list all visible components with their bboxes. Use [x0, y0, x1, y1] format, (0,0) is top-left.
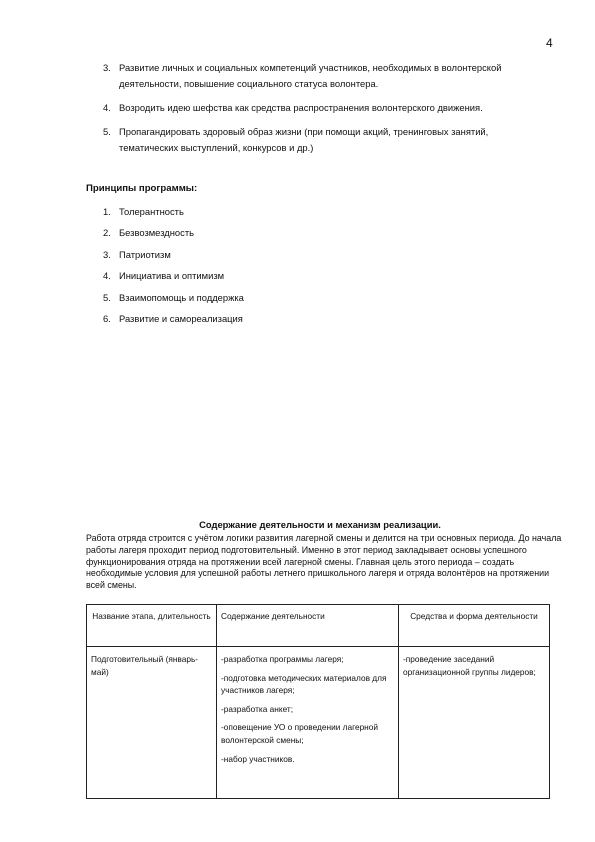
- list-item-text: Патриотизм: [119, 248, 171, 260]
- table-cell-stage: [87, 647, 217, 799]
- cell-text: -разработка программы лагеря;: [221, 654, 344, 664]
- list-item: [103, 268, 244, 284]
- table-row: [87, 647, 550, 799]
- goals-list: [103, 60, 523, 164]
- table-cell-content: [217, 647, 399, 799]
- table-header-means: Средства и форма деятельности: [399, 605, 550, 647]
- list-item-number: 2.: [103, 227, 111, 239]
- cell-text: -подготовка методических материалов для участников лагеря;: [221, 672, 387, 696]
- list-item: [103, 290, 244, 306]
- list-item-number: 5.: [103, 126, 111, 137]
- list-item-text: Развитие личных и социальных компетенций участников, необходимых в волонтерской деятельности, повышение социального статуса волонтера.: [119, 62, 502, 89]
- table-header-row: [87, 605, 550, 647]
- table-header-content: Содержание деятельности: [217, 605, 399, 647]
- page-number: 4: [546, 36, 553, 50]
- cell-text: -оповещение УО о проведении лагерной волонтерской смены;: [221, 722, 379, 745]
- list-item-text: Взаимопомощь и поддержка: [119, 291, 244, 303]
- list-item-number: 5.: [103, 291, 111, 303]
- list-item-number: 6.: [103, 312, 111, 324]
- list-item-text: Безвозмездность: [119, 227, 195, 239]
- list-item-number: 4.: [103, 102, 111, 113]
- list-item: [103, 225, 244, 241]
- list-item-text: Толерантность: [119, 206, 184, 217]
- activity-table: [86, 604, 550, 799]
- cell-text: Подготовительный (январь-май): [91, 654, 199, 677]
- section-heading: Содержание деятельности и механизм реализации.: [199, 519, 441, 530]
- principles-list: [103, 204, 244, 332]
- intro-paragraph: [86, 533, 566, 592]
- list-item: [103, 311, 244, 327]
- list-item-number: 3.: [103, 248, 111, 260]
- list-item: [103, 204, 244, 220]
- list-item-number: 3.: [103, 62, 111, 73]
- principles-heading: Принципы программы:: [86, 183, 198, 194]
- list-item-text: Инициатива и оптимизм: [119, 270, 225, 282]
- table-header-stage: Название этапа, длительность: [87, 605, 217, 647]
- list-item: [103, 60, 523, 92]
- cell-text: -набор участников.: [221, 753, 295, 764]
- list-item: [103, 247, 244, 263]
- intro-text: Работа отряда строится с учётом логики развития лагерной смены и делится на три основных периода. До начала работы лагеря проходит период подготовительный. Именно в этот период закладывает основы успешного функционирования отряда на протяжении всей лагерной смены. Главная цель этого периода – создать необходимые условия для успешной работы летнего пришкольного лагеря и отряда волонтёров на протяжении всей смены.: [86, 533, 562, 591]
- cell-text: -разработка анкет;: [221, 703, 294, 714]
- list-item-text: Возродить идею шефства как средства распространения волонтерского движения.: [119, 102, 483, 113]
- list-item-number: 4.: [103, 270, 111, 282]
- table-cell-means: [399, 647, 550, 799]
- list-item-text: Пропагандировать здоровый образ жизни (при помощи акций, тренинговых занятий, тематических выступлений, конкурсов и др.): [119, 126, 489, 153]
- list-item: [103, 100, 523, 116]
- list-item: [103, 124, 523, 156]
- list-item-number: 1.: [103, 206, 111, 217]
- list-item-text: Развитие и самореализация: [119, 312, 243, 324]
- cell-text: -проведение заседаний организационной группы лидеров;: [403, 654, 536, 677]
